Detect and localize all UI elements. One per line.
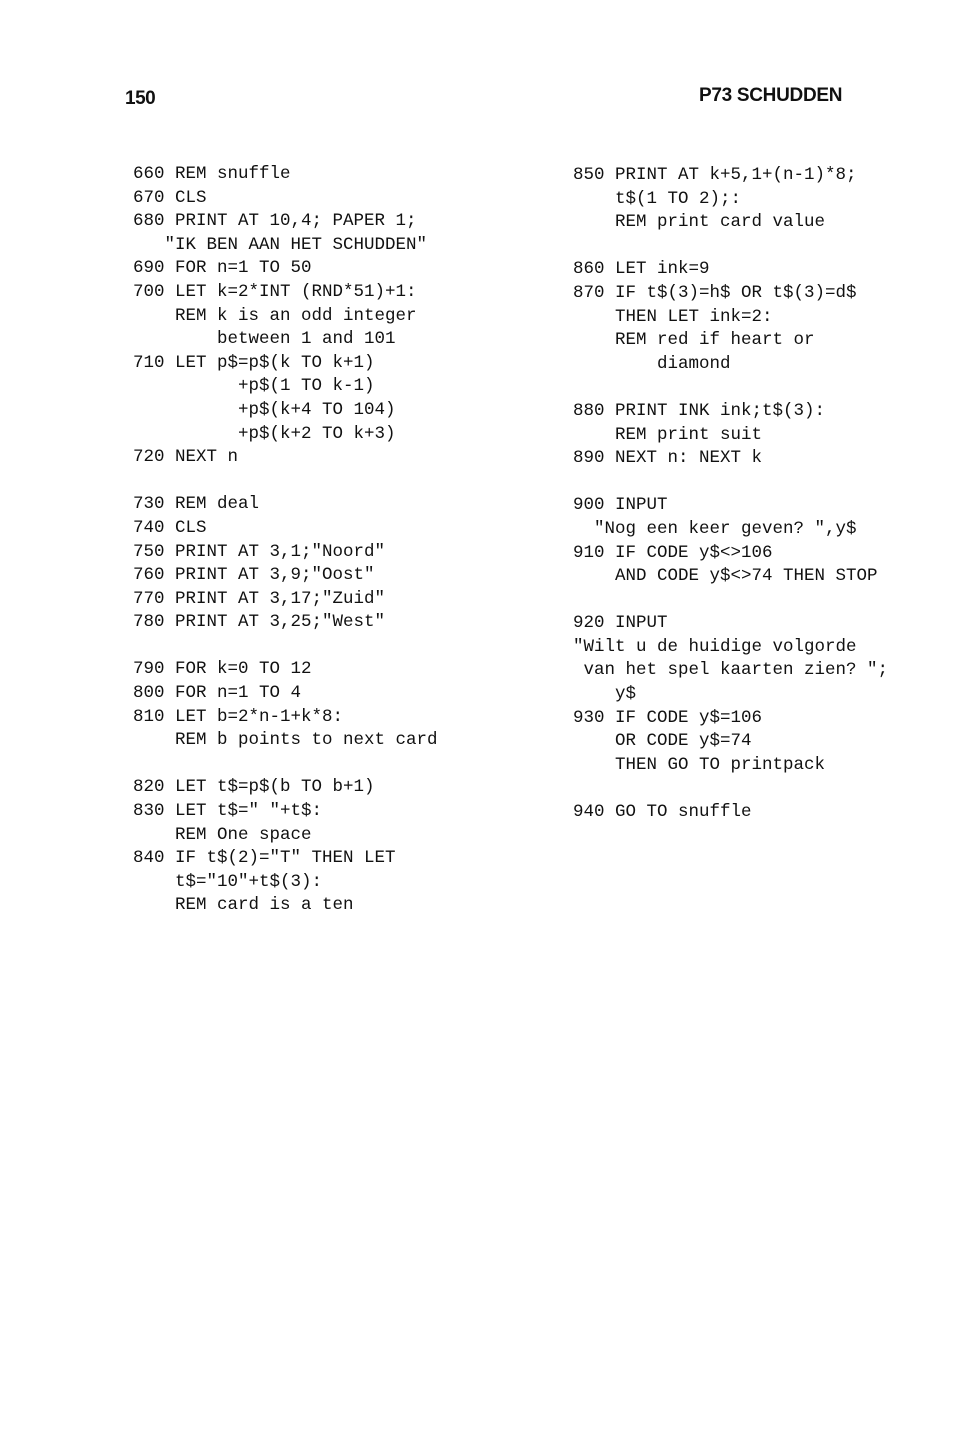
code-line: y$ [573, 684, 637, 705]
code-line: 800 FOR n=1 TO 4 [133, 683, 302, 704]
code-line: OR CODE y$=74 [573, 731, 752, 752]
blank-line [133, 635, 438, 659]
code-line: 920 INPUT [573, 613, 668, 634]
code-line: 700 LET k=2*INT (RND*51)+1: [133, 281, 417, 302]
code-line: diamond [573, 353, 731, 374]
code-line: REM print suit [573, 424, 763, 445]
code-line: 720 NEXT n [133, 447, 239, 468]
code-line: 940 GO TO snuffle [573, 802, 752, 823]
code-line: AND CODE y$<>74 THEN STOP [573, 566, 878, 587]
code-line: REM k is an odd integer [133, 305, 417, 326]
code-line: t$(1 TO 2);: [573, 188, 742, 209]
code-line: 740 CLS [133, 517, 207, 538]
code-line: 850 PRINT AT k+5,1+(n-1)*8; [573, 165, 857, 185]
code-line: +p$(k+2 TO k+3) [133, 423, 396, 444]
blank-line [573, 235, 888, 259]
blank-line [133, 753, 438, 777]
code-line: REM print card value [573, 212, 826, 233]
code-line: 880 PRINT INK ink;t$(3): [573, 400, 826, 421]
code-line: "IK BEN AAN HET SCHUDDEN" [133, 234, 428, 255]
blank-line [573, 777, 888, 801]
code-line: 750 PRINT AT 3,1;"Noord" [133, 541, 386, 562]
code-line: 690 FOR n=1 TO 50 [133, 258, 312, 279]
blank-line [573, 376, 888, 400]
code-line: 760 PRINT AT 3,9;"Oost" [133, 565, 375, 586]
code-line: 670 CLS [133, 187, 207, 208]
code-line: between 1 and 101 [133, 329, 396, 350]
page-title: P73 SCHUDDEN [699, 85, 843, 106]
blank-line [133, 470, 438, 494]
code-line: 900 INPUT [573, 495, 668, 516]
code-line: 890 NEXT n: NEXT k [573, 448, 763, 469]
program-listing-left [133, 163, 438, 918]
code-line: THEN LET ink=2: [573, 306, 773, 327]
code-line: 780 PRINT AT 3,25;"West" [133, 612, 386, 633]
code-line: 710 LET p$=p$(k TO k+1) [133, 352, 375, 373]
code-line: 790 FOR k=0 TO 12 [133, 659, 312, 680]
code-line: 820 LET t$=p$(b TO b+1) [133, 777, 375, 798]
blank-line [573, 471, 888, 495]
page-number: 150 [125, 88, 156, 109]
code-line: REM red if heart or [573, 330, 815, 351]
code-line: van het spel kaarten zien? "; [573, 660, 889, 681]
code-line: "Wilt u de huidige volgorde [573, 636, 857, 657]
code-line: REM card is a ten [133, 895, 354, 916]
code-line: 860 LET ink=9 [573, 259, 710, 280]
code-line: +p$(k+4 TO 104) [133, 399, 396, 420]
code-line: THEN GO TO printpack [573, 754, 826, 775]
code-line: 680 PRINT AT 10,4; PAPER 1; [133, 211, 417, 232]
code-line: REM One space [133, 824, 312, 845]
code-line: 930 IF CODE y$=106 [573, 707, 763, 728]
code-line: 830 LET t$=" "+t$: [133, 801, 323, 822]
blank-line [573, 589, 888, 613]
code-line: 910 IF CODE y$<>106 [573, 542, 773, 563]
code-line: 810 LET b=2*n-1+k*8: [133, 706, 344, 727]
code-line: 730 REM deal [133, 494, 260, 515]
code-line: 770 PRINT AT 3,17;"Zuid" [133, 588, 386, 609]
code-line: 870 IF t$(3)=h$ OR t$(3)=d$ [573, 282, 857, 303]
code-line: "Nog een keer geven? ",y$ [573, 518, 857, 539]
code-line: REM b points to next card [133, 730, 438, 751]
code-line: t$="10"+t$(3): [133, 871, 323, 892]
code-line: 840 IF t$(2)="T" THEN LET [133, 848, 396, 869]
code-line: +p$(1 TO k-1) [133, 376, 375, 397]
code-line: 660 REM snuffle [133, 164, 291, 184]
program-listing-right [573, 164, 888, 825]
